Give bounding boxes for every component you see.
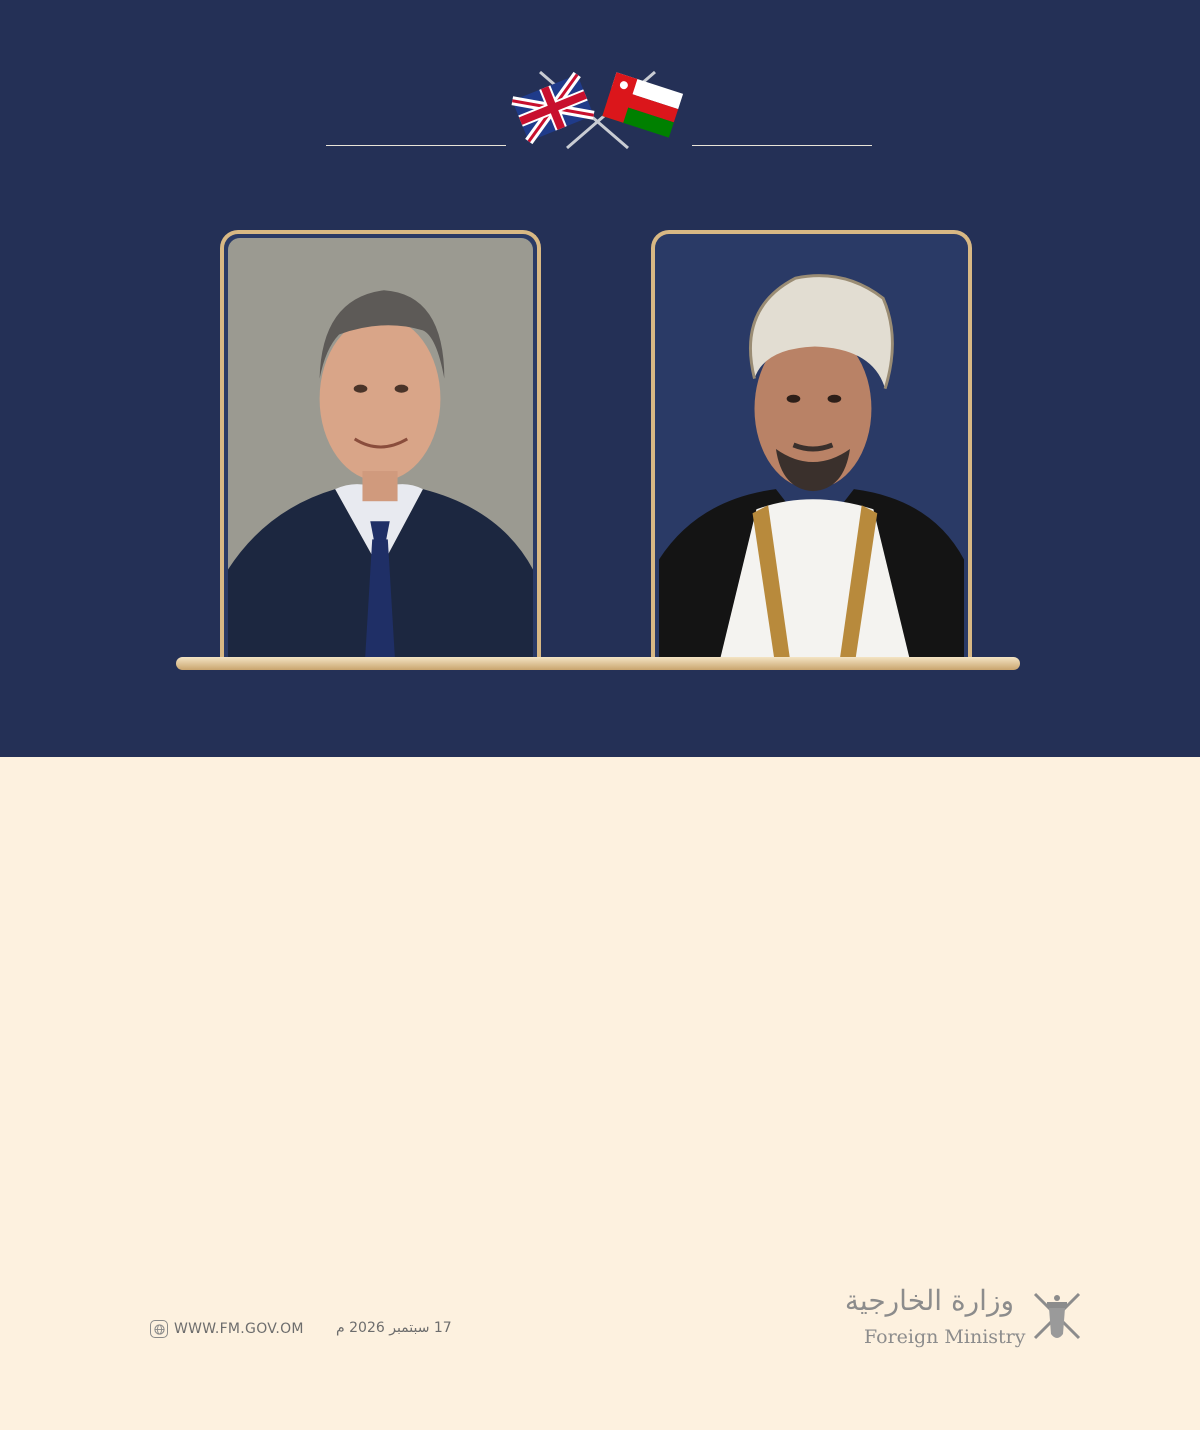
publish-date: 17 سبتمبر 2026 م: [336, 1320, 452, 1336]
divider-left: [326, 145, 506, 146]
portrait-oman-minister: [659, 238, 964, 670]
portrait-shelf: [176, 657, 1020, 670]
foreign-ministry-logo: [844, 1284, 1092, 1354]
website-text: WWW.FM.GOV.OM: [174, 1321, 304, 1337]
divider-right: [692, 145, 872, 146]
crossed-flags-icon: [510, 68, 685, 158]
globe-icon: [150, 1320, 168, 1338]
uk-flag-icon: [512, 74, 593, 141]
portrait-uk-minister: [228, 238, 533, 670]
logo-arabic-text: وزارة الخارجية: [844, 1284, 1014, 1317]
oman-emblem-icon: [1027, 1284, 1087, 1346]
portrait-frame-right: [651, 230, 972, 670]
portrait-frame-left: [220, 230, 541, 670]
oman-flag-icon: [602, 72, 683, 137]
website-link[interactable]: [150, 1320, 304, 1338]
logo-english-text: Foreign Ministry: [864, 1326, 1026, 1348]
